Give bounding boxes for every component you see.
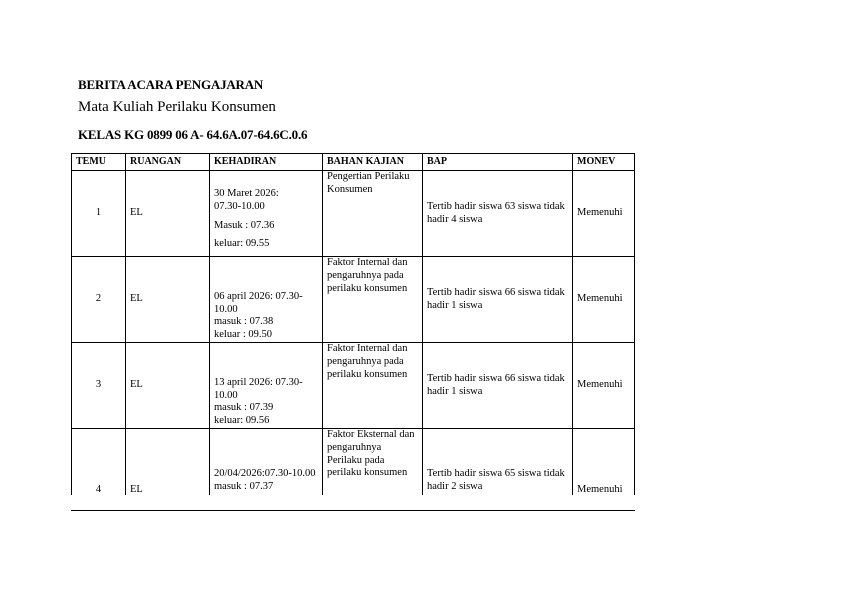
bahan-kajian-cell: Faktor Eksternal dan pengaruhnya Perilaku pada perilaku konsumen bbox=[323, 429, 423, 496]
column-header-bahan-kajian: BAHAN KAJIAN bbox=[323, 154, 423, 171]
ruangan-cell: EL bbox=[126, 429, 210, 496]
temu-cell: 4 bbox=[72, 429, 126, 496]
table-row bbox=[72, 171, 635, 257]
kehadiran-line: masuk : 07.37 bbox=[214, 480, 274, 492]
bap-cell: Tertib hadir siswa 66 siswa tidak hadir 1 siswa bbox=[423, 257, 573, 343]
ruangan-cell: EL bbox=[126, 257, 210, 343]
column-header-kehadiran: KEHADIRAN bbox=[210, 154, 323, 171]
table-header-row bbox=[72, 154, 635, 171]
class-code: KELAS KG 0899 06 A- 64.6A.07-64.6C.0.6 bbox=[78, 127, 308, 142]
kehadiran-cell bbox=[210, 257, 323, 343]
kehadiran-line: masuk : 07.38 bbox=[214, 316, 274, 328]
course-name: Mata Kuliah Perilaku Konsumen bbox=[78, 99, 276, 115]
kehadiran-line: Masuk : 07.36 bbox=[214, 219, 275, 231]
temu-cell: 2 bbox=[72, 257, 126, 343]
kehadiran-line: 30 Maret 2026: bbox=[214, 187, 279, 199]
bahan-kajian-cell: Pengertian Perilaku Konsumen bbox=[323, 171, 423, 257]
kehadiran-line: keluar: 09.56 bbox=[214, 415, 270, 427]
column-header-monev: MONEV bbox=[573, 154, 635, 171]
kehadiran-cell bbox=[210, 343, 323, 429]
kehadiran-cell bbox=[210, 171, 323, 257]
bap-cell: Tertib hadir siswa 63 siswa tidak hadir 4 siswa bbox=[423, 171, 573, 257]
kehadiran-line: 13 april 2026: 07.30-10.00 bbox=[214, 376, 303, 401]
monev-cell: Memenuhi bbox=[573, 343, 635, 429]
column-header-temu: TEMU bbox=[72, 154, 126, 171]
ruangan-cell: EL bbox=[126, 343, 210, 429]
table-row bbox=[72, 429, 635, 496]
table-row bbox=[72, 343, 635, 429]
kehadiran-line: masuk : 07.39 bbox=[214, 402, 274, 414]
bahan-kajian-cell: Faktor Internal dan pengaruhnya pada perilaku konsumen bbox=[323, 257, 423, 343]
table-row bbox=[72, 257, 635, 343]
column-header-bap: BAP bbox=[423, 154, 573, 171]
kehadiran-line: keluar: 09.55 bbox=[214, 238, 270, 250]
bahan-kajian-cell: Faktor Internal dan pengaruhnya pada perilaku konsumen bbox=[323, 343, 423, 429]
bap-cell: Tertib hadir siswa 65 siswa tidak hadir 2 siswa bbox=[423, 429, 573, 496]
temu-cell: 3 bbox=[72, 343, 126, 429]
column-header-ruangan: RUANGAN bbox=[126, 154, 210, 171]
kehadiran-line: 06 april 2026: 07.30-10.00 bbox=[214, 290, 303, 315]
monev-cell: Memenuhi bbox=[573, 171, 635, 257]
monev-cell: Memenuhi bbox=[573, 257, 635, 343]
teaching-log-table bbox=[71, 153, 635, 495]
bap-cell: Tertib hadir siswa 66 siswa tidak hadir 1 siswa bbox=[423, 343, 573, 429]
document-title: BERITA ACARA PENGAJARAN bbox=[78, 77, 264, 92]
kehadiran-line: 07.30-10.00 bbox=[214, 200, 265, 212]
page-break-rule bbox=[71, 510, 635, 511]
monev-cell: Memenuhi bbox=[573, 429, 635, 496]
kehadiran-cell bbox=[210, 429, 323, 496]
kehadiran-line: keluar : 09.50 bbox=[214, 329, 273, 341]
kehadiran-line: 20/04/2026:07.30-10.00 bbox=[214, 468, 316, 479]
temu-cell: 1 bbox=[72, 171, 126, 257]
ruangan-cell: EL bbox=[126, 171, 210, 257]
